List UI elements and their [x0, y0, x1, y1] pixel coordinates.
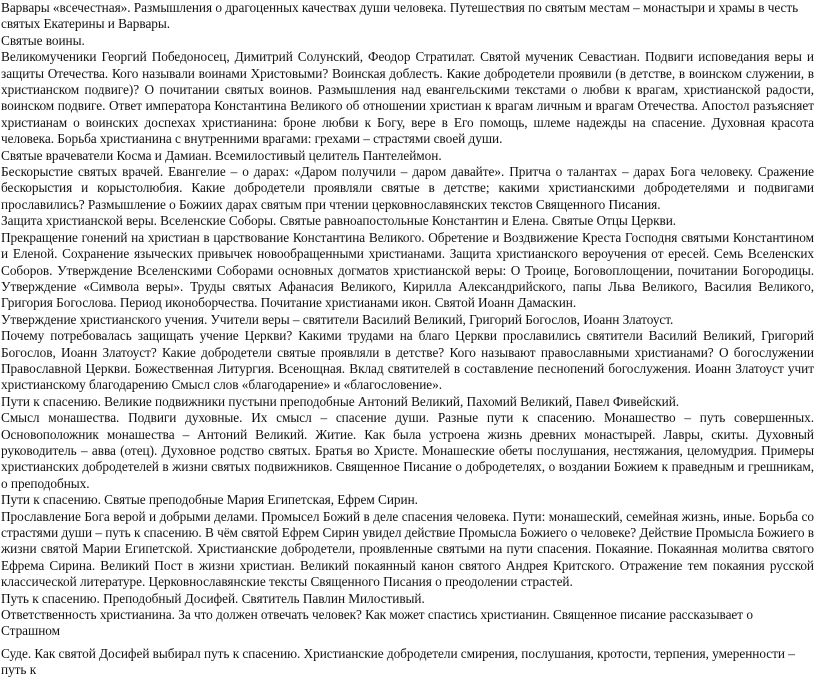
- paragraph-glorification: Прославление Бога верой и добрыми делами. Промысел Божий в деле спасения человека. Пути: монашеский, семейная жизнь, иные. Борьба со страстями души – путь к спасению. В чём святой Ефрем Сирин увидел действие Промысла Божиего о человеке? Действие Промысла Божиего в жизни святой Марии Египетской. Христианские добродетели, проявленные святыми на пути спасения. Покаяние. Покаянная молитва святого Ефрема Сирина. Великий Пост в жизни христиан. Великий покаянный канон святого Андрея Критского. Отражение тем покаяния русской классической литературе. Церковнославянские тексты Священного Писания о преодолении страстей.: [1, 508, 814, 590]
- heading-holy-healers: Святые врачеватели Косма и Дамиан. Всемилостивый целитель Пантелеймон.: [1, 147, 442, 163]
- heading-christian-teaching: Утверждение христианского учения. Учители веры – святители Василий Великий, Григорий Богослов, Иоанн Златоуст.: [1, 311, 674, 327]
- heading-dositheus-paulinus: Путь к спасению. Преподобный Досифей. Святитель Павлин Милостивый.: [1, 590, 425, 606]
- paragraph-last-judgment: Суде. Как святой Досифей выбирал путь к спасению. Христианские добродетели смирения, послушания, кротости, терпения, умеренности – путь к: [1, 645, 795, 678]
- paragraph-holy-healers: Бескорыстие святых врачей. Евангелие – о дарах: «Даром получили – даром давайте». Притча о талантах – дарах Бога человеку. Сражение бескорыстия и корыстолюбия. Какие добродетели проявляли святые в детстве; какими христианскими добродетелями и подвигами прославились? Размышление о Божиих дарах святым при чтении церковнославянских текстов Священного Писания.: [1, 164, 814, 212]
- paragraph-monasticism: Смысл монашества. Подвиги духовные. Их смысл – спасение души. Разные пути к спасению. Монашество – путь совершенных. Основоположник монашества – Антоний Великий. Житие. Как была устроена жизнь древних монастырей. Лавры, скиты. Духовный руководитель – авва (отец). Духовное родство святых. Братья во Христе. Монашеские обеты послушания, нестяжания, целомудрия. Примеры христианских добродетелей в жизни святых подвижников. Священное Писание о добродетелях, о воздании Божием к праведным и грешникам, о преподобных.: [1, 410, 814, 491]
- paragraph-responsibility: Ответственность христианина. За что должен отвечать человек? Как может спастись христианин. Священное писание рассказывает о Страшном: [1, 607, 753, 639]
- heading-holy-warriors: Святые воины.: [1, 32, 85, 48]
- heading-desert-ascetics: Пути к спасению. Великие подвижники пустыни преподобные Антоний Великий, Пахомий Великий, Павел Фивейский.: [1, 393, 680, 409]
- paragraph-defense-of-faith: Прекращение гонений на христиан в царствование Константина Великого. Обретение и Воздвижение Креста Господня святыми Константином и Еленой. Сохранение языческих привычек новообращенными христианами. Защита христианского вероучения от ересей. Семь Вселенских Соборов. Утверждение Вселенскими Соборами основных догматов христианской веры: О Троице, Боговоплощении, почитании Богородицы. Утверждение «Символа веры». Труды святых Афанасия Великого, Кирилла Александрийского, папы Льва Великого, Василия Великого, Григория Богослова. Период иконоборчества. Почитание христианами икон. Святой Иоанн Дамаскин.: [1, 229, 814, 311]
- heading-mary-ephrem: Пути к спасению. Святые преподобные Мария Египетская, Ефрем Сирин.: [1, 492, 418, 508]
- paragraph-holy-warriors: Великомученики Георгий Победоносец, Димитрий Солунский, Феодор Стратилат. Святой мученик Севастиан. Подвиги исповедания веры и защиты Отечества. Кого называли воинами Христовыми? Воинская доблесть. Какие добродетели проявили (в детстве, в воинском служении, в христианском подвиге)? О почитании святых воинов. Размышления над евангельскими текстами о любви к врагам, христианской радости, воинском подвиге. Ответ императора Константина Великого об отношении христиан к врагам личным и врагам Отечества. Апостол разъясняет христианам о воинских доспехах христианина: броне любви к Богу, вере в Его помощь, шлеме надежды на спасение. Духовная красота человека. Борьба христианина с внутренними врагами: грехами – страстями своей души.: [1, 49, 814, 147]
- heading-defense-of-faith: Защита христианской веры. Вселенские Соборы. Святые равноапостольные Константин и Елена. Святые Отцы Церкви.: [1, 213, 677, 229]
- paragraph-christian-teaching: Почему потребовалась защищать учение Церкви? Какими трудами на благо Церкви прославились святители Василий Великий, Григорий Богослов, Иоанн Златоуст? Какие добродетели святые проявляли в детстве? Кого называют православными христианами? О богослужении Православной Церкви. Божественная Литургия. Всенощная. Вклад святителей в составление песнопений богослужения. Иоанн Златоуст учит христианскому благодарению Смысл слов «благодарение» и «благословение».: [1, 328, 814, 393]
- paragraph-varvara-intro: Варвары «всечестная». Размышления о драгоценных качествах души человека. Путешествия по святым местам – монастыри и храмы в честь святых Екатерины и Варвары.: [1, 0, 799, 32]
